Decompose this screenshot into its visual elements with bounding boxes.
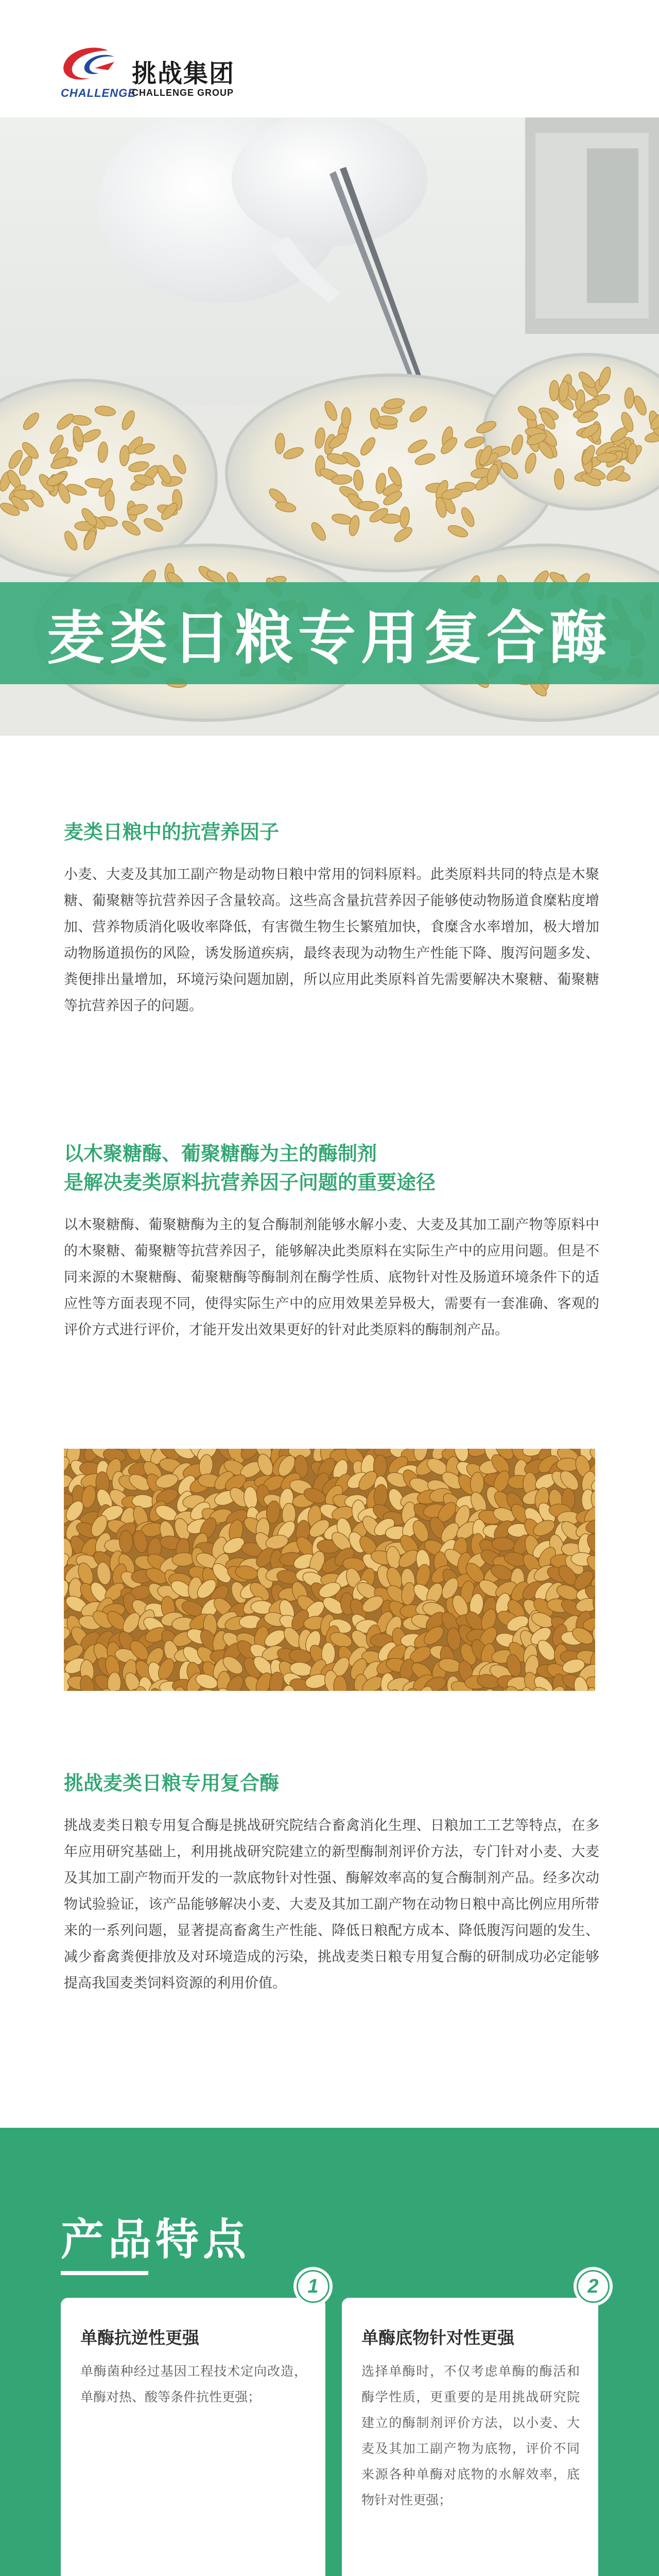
wheat-grains-photo — [64, 1449, 595, 1691]
logo-english-name: CHALLENGE GROUP — [132, 88, 234, 98]
logo-wordmark: CHALLENGE — [61, 87, 136, 99]
feature-card-title: 单酶抗逆性更强 — [80, 2328, 199, 2347]
section-title-line-1: 以木聚糖酶、葡聚糖酶为主的酶制剂 — [64, 1143, 377, 1165]
feature-card-2 — [342, 2298, 598, 2576]
wheat-grains-illustration — [64, 1449, 595, 1691]
section-title-anti-nutritional: 麦类日粮中的抗营养因子 — [64, 822, 280, 843]
feature-card-title: 单酶底物针对性更强 — [361, 2328, 514, 2347]
section-title-enzyme-solution — [64, 1140, 436, 1197]
page-header — [0, 0, 659, 117]
feature-number-badge-1 — [293, 2267, 333, 2306]
number-2-icon: 2 — [577, 2270, 610, 2303]
feature-card-1 — [61, 2298, 325, 2576]
features-title-underline — [61, 2271, 148, 2275]
number-1-icon: 1 — [297, 2270, 330, 2303]
section-body-anti-nutritional: 小麦、大麦及其加工副产物是动物日粮中常用的饲料原料。此类原料共同的特点是木聚糖、葡聚糖等抗营养因子含量较高。这些高含量抗营养因子能够使动物肠道食糜粘度增加、营养物质消化吸收率降低，有害微生物生长繁殖加快，食糜含水率增加，极大增加动物肠道损伤的风险，诱发肠道疾病，最终表现为动物生产性能下降、腹泻问题多发、粪便排出量增加，环境污染问题加剧，所以应用此类原料首先需要解决木聚糖、葡聚糖等抗营养因子的问题。 — [64, 867, 599, 1013]
logo-chinese-name: 挑战集团 — [132, 60, 235, 88]
feature-card-text: 单酶菌种经过基因工程技术定向改造，单酶对热、酸等条件抗性更强； — [80, 2364, 307, 2404]
feature-card-text: 选择单酶时，不仅考虑单酶的酶活和酶学性质，更重要的是用挑战研究院建立的酶制剂评价方法，以小麦、大麦及其加工副产物为底物，评价不同来源各种单酶对底物的水解效率，底物针对性更强； — [361, 2364, 580, 2507]
section-body-product: 挑战麦类日粮专用复合酶是挑战研究院结合畜禽消化生理、日粮加工工艺等特点，在多年应用研究基础上，利用挑战研究院建立的新型酶制剂评价方法，专门针对小麦、大麦及其加工副产物而开发的一款底物针对性强、酶解效率高的复合酶制剂产品。经多次动物试验验证，该产品能够解决小麦、大麦及其加工副产物在动物日粮中高比例应用所带来的一系列问题，显著提高畜禽生产性能、降低日粮配方成本、降低腹泻问题的发生、减少畜禽粪便排放及对环境造成的污染，挑战麦类日粮专用复合酶的研制成功必定能够提高我国麦类饲料资源的利用价值。 — [64, 1818, 599, 1991]
challenge-logo-icon — [61, 46, 117, 83]
section-body-enzyme-solution: 以木聚糖酶、葡聚糖酶为主的复合酶制剂能够水解小麦、大麦及其加工副产物等原料中的木聚糖、葡聚糖等抗营养因子，能够解决此类原料在实际生产中的应用问题。但是不同来源的木聚糖酶、葡聚糖酶等酶制剂在酶学性质、底物针对性及肠道环境条件下的适应性等方面表现不同，使得实际生产中的应用效果差异极大，需要有一套准确、客观的评价方式进行评价，才能开发出效果更好的针对此类原料的酶制剂产品。 — [64, 1217, 599, 1337]
hero-title: 麦类日粮专用复合酶 — [47, 605, 612, 670]
challenge-logo[interactable] — [61, 46, 277, 108]
section-title-product: 挑战麦类日粮专用复合酶 — [64, 1773, 280, 1794]
features-title: 产品特点 — [61, 2215, 251, 2264]
feature-number-badge-2 — [574, 2267, 613, 2306]
hero-title-band — [0, 582, 659, 684]
hero-banner — [0, 117, 659, 736]
section-title-line-2: 是解决麦类原料抗营养因子问题的重要途径 — [64, 1172, 436, 1194]
grain-shape — [625, 388, 634, 409]
